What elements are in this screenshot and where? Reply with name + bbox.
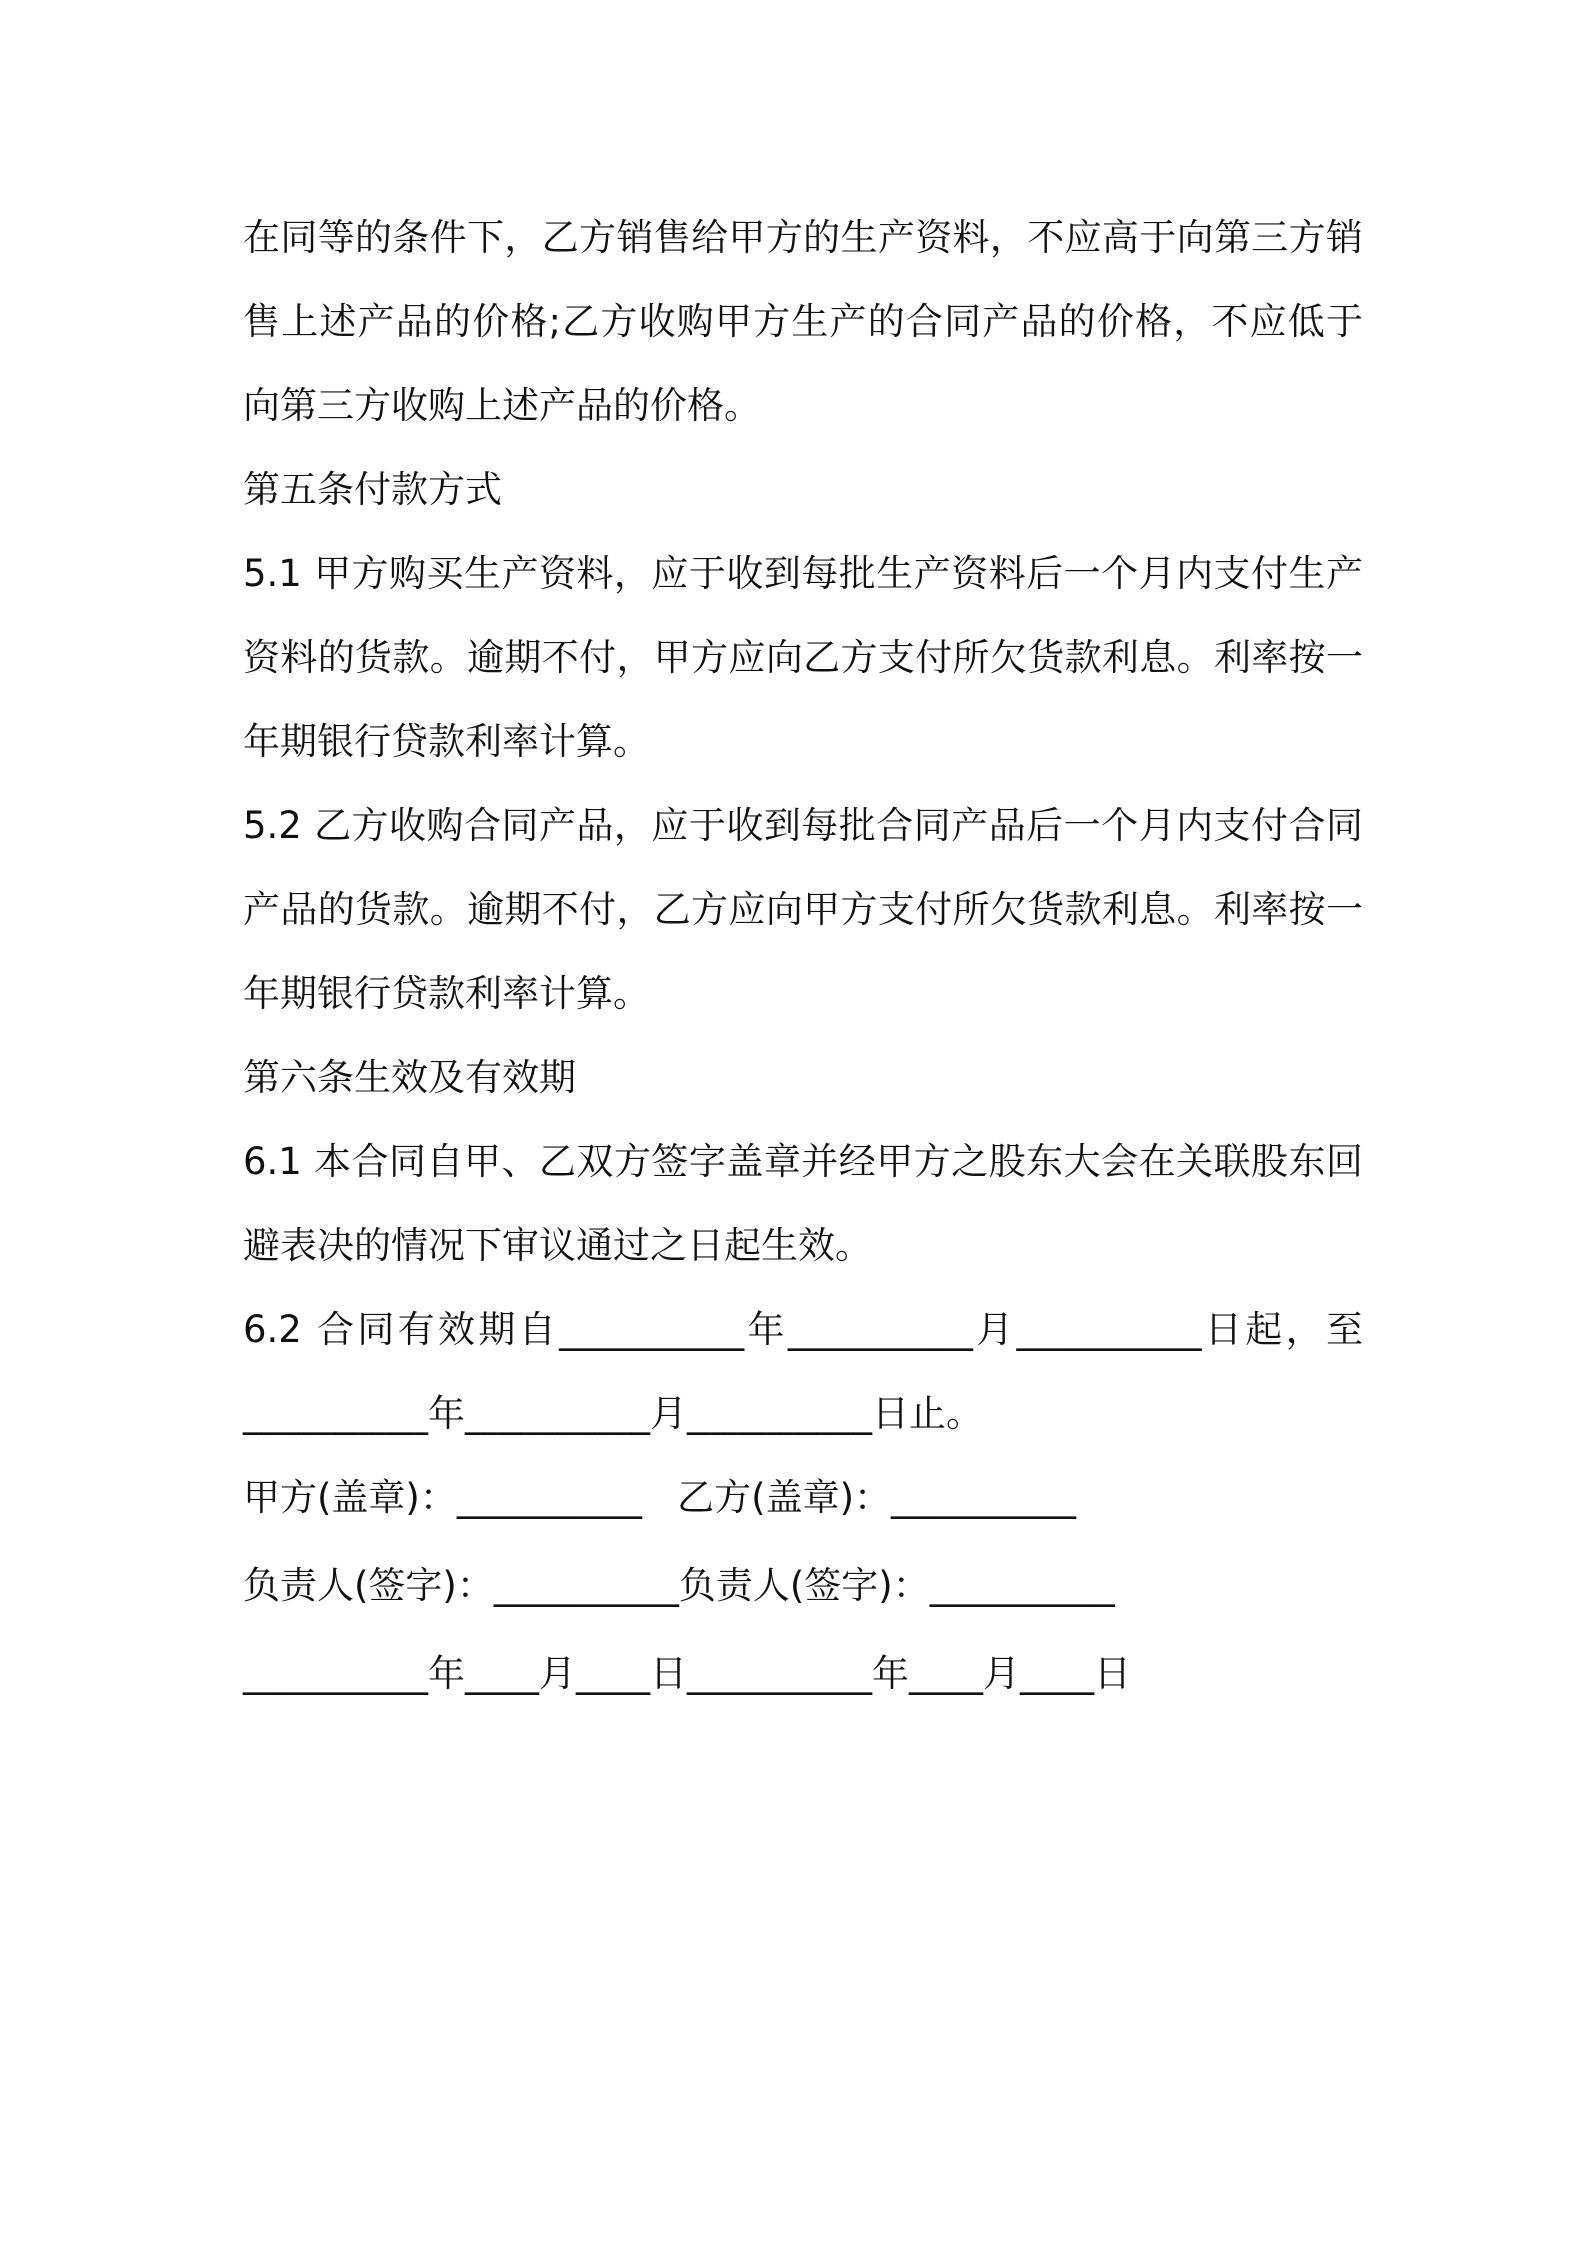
paragraph-line: 6.2 合同有效期自__________年__________月__________日起，至 (243, 1308, 1363, 1351)
paragraph-line: 年期银行贷款利率计算。 (243, 720, 650, 763)
paragraph-line: 5.2 乙方收购合同产品，应于收到每批合同产品后一个月内支付合同 (243, 804, 1363, 847)
paragraph-line: 售上述产品的价格;乙方收购甲方生产的合同产品的价格，不应低于 (243, 300, 1363, 343)
paragraph-line: 向第三方收购上述产品的价格。 (243, 384, 761, 427)
paragraph-line: 年期银行贷款利率计算。 (243, 972, 650, 1015)
signature-line-person: 负责人(签字)：__________负责人(签字)：__________ (243, 1564, 1115, 1607)
paragraph-line: 6.1 本合同自甲、乙双方签字盖章并经甲方之股东大会在关联股东回 (243, 1140, 1363, 1183)
paragraph-line: 在同等的条件下，乙方销售给甲方的生产资料，不应高于向第三方销 (243, 216, 1363, 259)
paragraph-line: __________年__________月__________日止。 (243, 1392, 983, 1435)
paragraph-line: 产品的货款。逾期不付，乙方应向甲方支付所欠货款利息。利率按一 (243, 888, 1363, 931)
paragraph-line: 避表决的情况下审议通过之日起生效。 (243, 1224, 872, 1267)
paragraph-line: 5.1 甲方购买生产资料，应于收到每批生产资料后一个月内支付生产 (243, 552, 1363, 595)
document-body (243, 196, 1363, 1720)
signature-line-seal: 甲方(盖章)：__________ 乙方(盖章)：__________ (243, 1476, 1077, 1519)
section-heading: 第六条生效及有效期 (243, 1056, 576, 1099)
section-heading: 第五条付款方式 (243, 468, 502, 511)
signature-line-date: __________年____月____日__________年____月____日 (243, 1652, 1131, 1695)
paragraph-line: 资料的货款。逾期不付，甲方应向乙方支付所欠货款利息。利率按一 (243, 636, 1363, 679)
